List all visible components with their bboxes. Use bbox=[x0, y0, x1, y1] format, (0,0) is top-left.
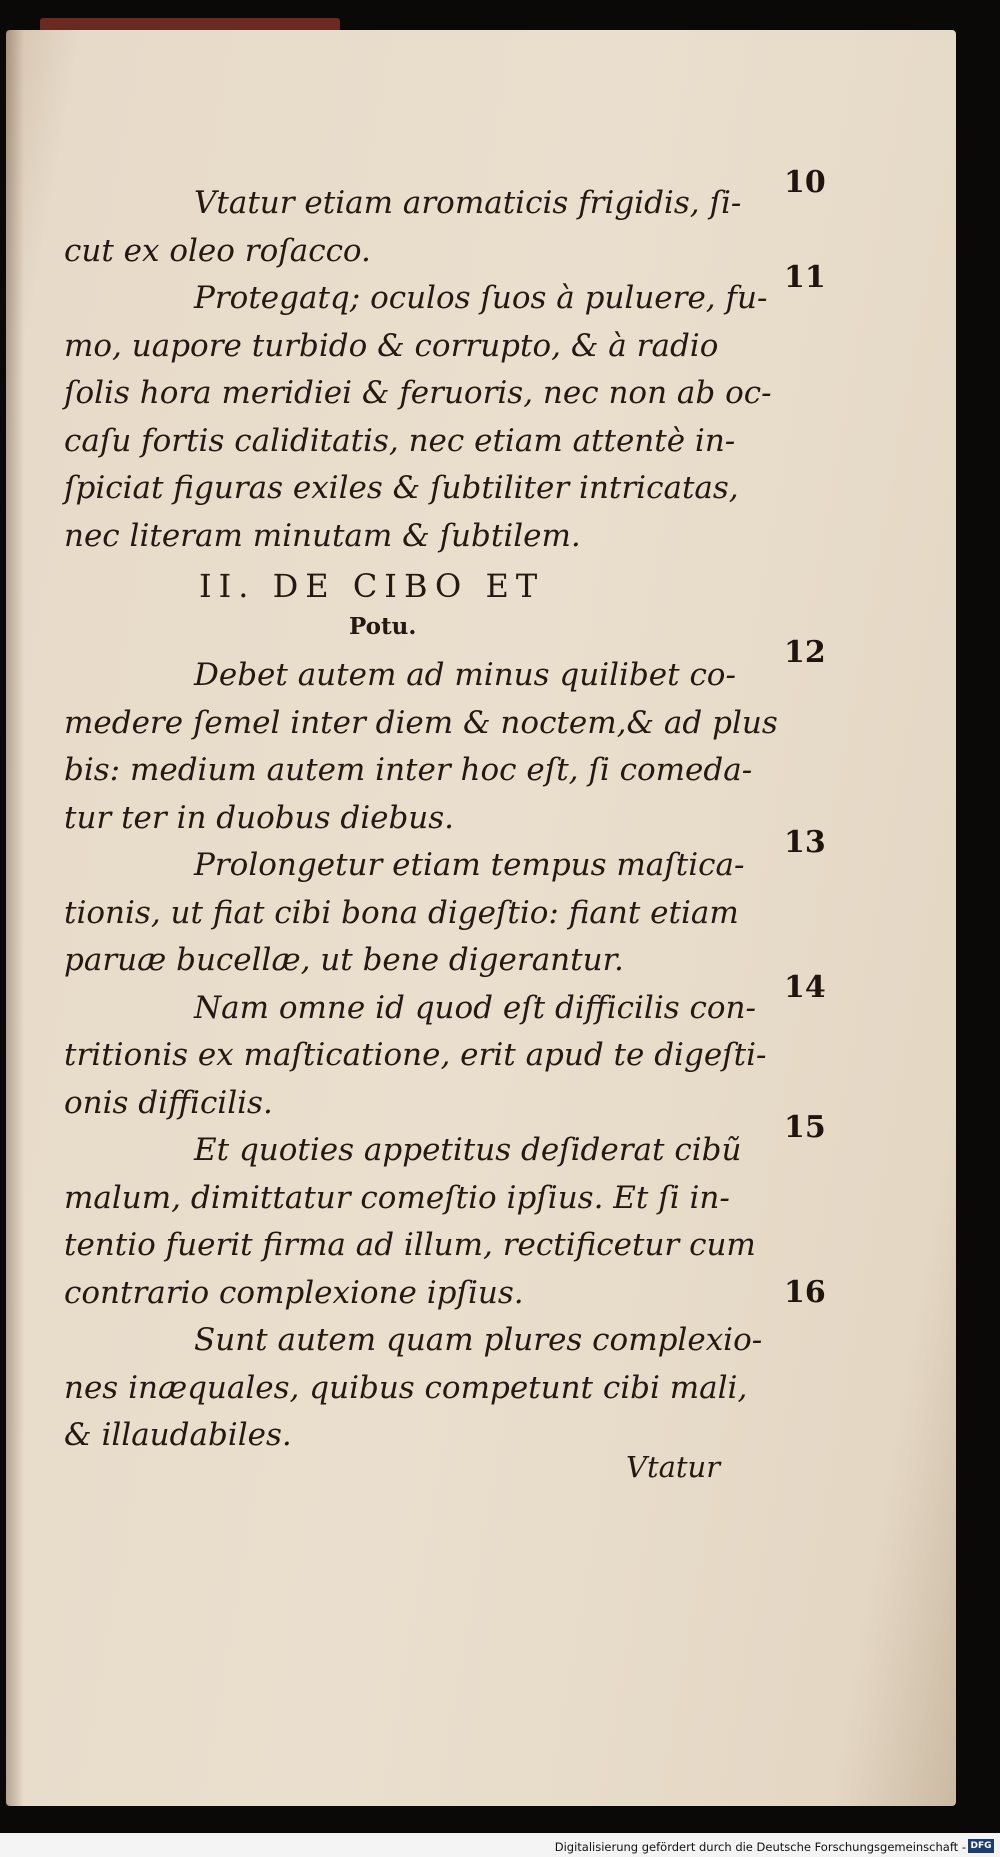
margin-number: 12 bbox=[784, 635, 826, 670]
text-line: tentio fuerit firma ad illum, rectificetur cum bbox=[64, 1227, 756, 1263]
text-line: bis: medium autem inter hoc eſt, ſi comeda- bbox=[64, 752, 753, 788]
text-line: Prolongetur etiam tempus maſtica- bbox=[194, 847, 745, 883]
margin-number: 15 bbox=[784, 1110, 826, 1145]
text-line: mo, uapore turbido & corrupto, & à radio bbox=[64, 327, 719, 364]
text-line: Et quoties appetitus deſiderat cibũ bbox=[194, 1132, 742, 1168]
text-line: Protegatq; oculos ſuos à puluere, fu- bbox=[194, 280, 768, 316]
text-line: tritionis ex maſticatione, erit apud te digeſti- bbox=[64, 1037, 767, 1073]
margin-number: 13 bbox=[784, 825, 826, 860]
funding-notice: Digitalisierung gefördert durch die Deutsche Forschungsgemeinschaft - bbox=[554, 1840, 966, 1854]
text-line: Nam omne id quod eſt difficilis con- bbox=[194, 989, 756, 1026]
text-line: tionis, ut fiat cibi bona digeſtio: fiant etiam bbox=[64, 894, 739, 931]
section-subheading: Potu. bbox=[349, 613, 417, 640]
text-line: tur ter in duobus diebus. bbox=[64, 799, 455, 836]
text-line: malum, dimittatur comeſtio ipſius. Et ſi in- bbox=[64, 1179, 730, 1216]
text-line: ſolis hora meridiei & feruoris, nec non ab oc- bbox=[64, 375, 772, 411]
dfg-logo-icon: DFG bbox=[968, 1839, 994, 1853]
margin-number: 11 bbox=[784, 260, 826, 295]
section-heading: II. DE CIBO ET bbox=[199, 567, 545, 605]
text-line: paruæ bucellæ, ut bene digerantur. bbox=[64, 942, 624, 978]
text-line: Sunt autem quam plures complexio- bbox=[194, 1322, 763, 1358]
text-line: contrario complexione ipſius. bbox=[64, 1274, 524, 1311]
text-line: & illaudabiles. bbox=[64, 1417, 292, 1453]
book-page bbox=[6, 30, 956, 1806]
margin-number: 14 bbox=[784, 970, 826, 1005]
margin-number: 10 bbox=[784, 165, 826, 200]
text-line: ſpiciat figuras exiles & ſubtiliter intricatas, bbox=[64, 470, 739, 506]
text-line: onis difficilis. bbox=[64, 1084, 273, 1121]
page-text bbox=[64, 180, 778, 1460]
text-line: nec literam minutam & ſubtilem. bbox=[64, 517, 581, 554]
text-line: Vtatur etiam aromaticis frigidis, ſi- bbox=[194, 185, 742, 221]
margin-number: 16 bbox=[784, 1275, 826, 1310]
text-line: caſu fortis caliditatis, nec etiam attentè in- bbox=[64, 422, 736, 459]
text-line: nes inæquales, quibus competunt cibi mali, bbox=[64, 1369, 748, 1406]
text-line: medere ſemel inter diem & noctem,& ad plus bbox=[64, 704, 778, 741]
text-line: cut ex oleo roſacco. bbox=[64, 232, 371, 269]
text-line: Debet autem ad minus quilibet co- bbox=[194, 657, 736, 693]
spine-shadow bbox=[6, 30, 24, 1806]
catchword: Vtatur bbox=[626, 1450, 721, 1484]
footer-bar bbox=[0, 1833, 1000, 1857]
